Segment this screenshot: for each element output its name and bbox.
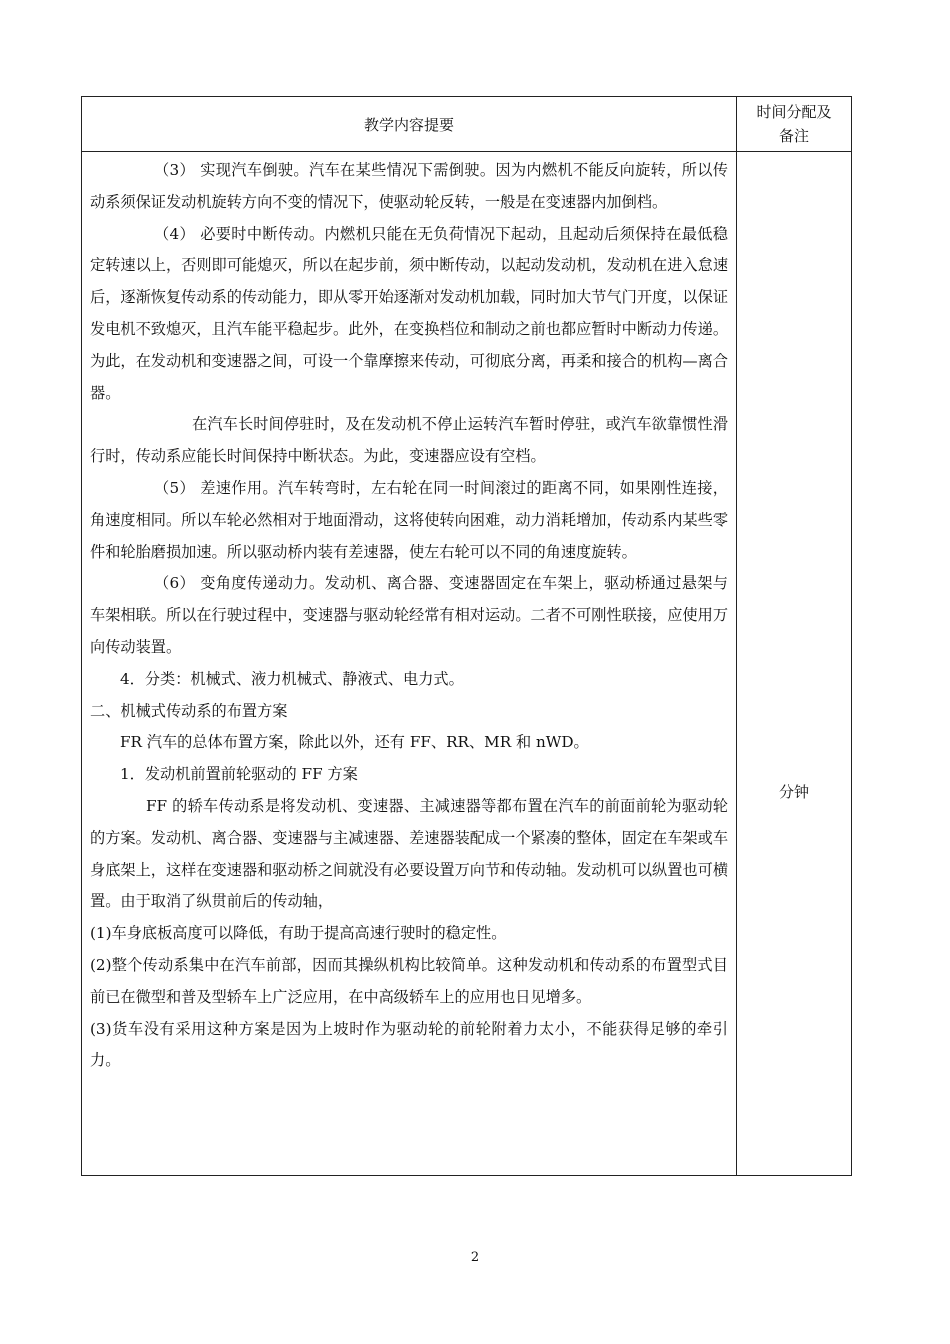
header-time-line1: 时间分配及 (756, 103, 832, 121)
paragraph-fr-layout: FR 汽车的总体布置方案，除此以外，还有 FF、RR、MR 和 nWD。 (120, 733, 589, 752)
paragraph-ff-description: FF 的轿车传动系是将发动机、变速器、主减速器等都布置在汽车的前面前轮为驱动轮的方案。发动机、离合器、变速器与主减速器、差速器装配成一个紧凑的整体，固定在车架或车身底架上，这样在变速器和驱动桥之间就没有必要设置万向节和传动轴。发动机可以纵置也可横置。由于取消了纵贯前后的传动轴， (90, 796, 728, 911)
paragraph-variable-angle: （6） 变角度传递动力。发动机、离合器、变速器固定在车架上，驱动桥通过悬架与车架相联。所以在行驶过程中，变速器与驱动轮经常有相对运动。二者不可刚性联接，应使用万向传动装置。 (90, 574, 728, 656)
lesson-plan-table (81, 96, 852, 1176)
time-remark-cell (737, 152, 852, 1176)
table-header-row (82, 97, 852, 152)
paragraph-differential: （5） 差速作用。汽车转弯时，左右轮在同一时间滚过的距离不同，如果刚性连接，角速度相同。所以车轮必然相对于地面滑动，这将使转向困难，动力消耗增加，传动系内某些零件和轮胎磨损加速。所以驱动桥内装有差速器，使左右轮可以不同的角速度旋转。 (90, 478, 728, 561)
content-cell (82, 152, 737, 1176)
list-item-3: (3)货车没有采用这种方案是因为上坡时作为驱动轮的前轮附着力太小，不能获得足够的牵引力。 (90, 1019, 728, 1070)
page-number: 2 (470, 1250, 480, 1265)
paragraph-classification: 4．分类：机械式、液力机械式、静液式、电力式。 (120, 669, 464, 688)
paragraph-reverse-drive: （3） 实现汽车倒驶。汽车在某些情况下需倒驶。因为内燃机不能反向旋转，所以传动系须保证发动机旋转方向不变的情况下，使驱动轮反转，一般是在变速器内加倒档。 (90, 161, 728, 211)
header-content-cell: 教学内容提要 (82, 97, 737, 152)
remark-minutes: 分钟 (778, 783, 809, 801)
subheading-ff: 1．发动机前置前轮驱动的 FF 方案 (120, 765, 358, 784)
header-time-cell (737, 97, 852, 152)
table-body-row (82, 152, 852, 1176)
header-time-line2: 备注 (778, 127, 809, 145)
list-item-1: (1)车身底板高度可以降低，有助于提高高速行驶时的稳定性。 (90, 924, 507, 943)
list-item-2: (2)整个传动系集中在汽车前部，因而其操纵机构比较简单。这种发动机和传动系的布置型式目前已在微型和普及型轿车上广泛应用，在中高级轿车上的应用也日见增多。 (90, 955, 728, 1006)
paragraph-interrupt-transmission: （4） 必要时中断传动。内燃机只能在无负荷情况下起动，且起动后须保持在最低稳定转速以上，否则即可能熄灭，所以在起步前，须中断传动，以起动发动机，发动机在进入怠速后，逐渐恢复传动系的传动能力，即从零开始逐渐对发动机加载，同时加大节气门开度，以保证发电机不致熄灭，且汽车能平稳起步。此外，在变换档位和制动之前也都应暂时中断动力传递。为此，在发动机和变速器之间，可设一个靠摩擦来传动，可彻底分离，再柔和接合的机构—离合器。 (90, 224, 728, 402)
section-heading-layout: 二、机械式传动系的布置方案 (90, 701, 288, 720)
paragraph-neutral-gear: 在汽车长时间停驻时，及在发动机不停止运转汽车暂时停驻，或汽车欲靠惯性滑行时，传动系应能长时间保持中断状态。为此，变速器应设有空档。 (90, 415, 728, 466)
